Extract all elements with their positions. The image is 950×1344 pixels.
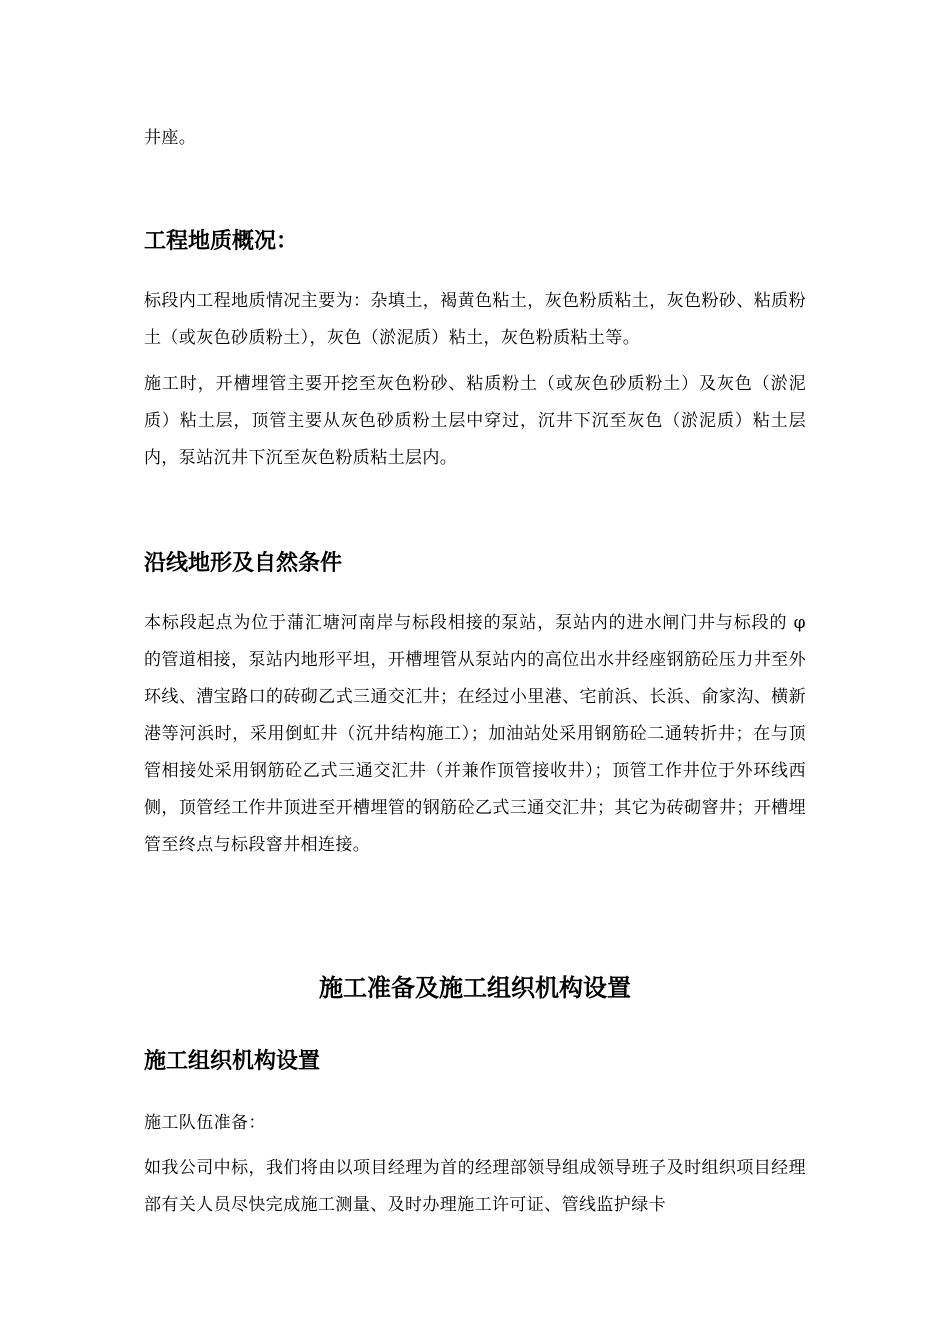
chapter-heading: 施工准备及施工组织机构设置 bbox=[319, 974, 631, 1002]
terrain-paragraph: 本标段起点为位于蒲汇塘河南岸与标段相接的泵站，泵站内的进水闸门井与标段的 φ 的管道相接，泵站内地形平坦，开槽埋管从泵站内的高位出水井经座钢筋砼压力井至外环线、漕宝路口的砖砌乙式三通交汇井；在经过小里港、宅前浜、长浜、俞家沟、横新港等河浜时，采用倒虹井（沉井结构施工）；加油站处采用钢筋砼二通转折井；在与顶管相接处采用钢筋砼乙式三通交汇井（并兼作顶管接收井）；顶管工作井位于外环线西侧，顶管经工作井顶进至开槽埋管的钢筋砼乙式三通交汇井；其它为砖砌窨井；开槽埋管至终点与标段窨井相连接。 bbox=[144, 613, 806, 855]
team-preparation-paragraph: 如我公司中标，我们将由以项目经理为首的经理部领导组成领导班子及时组织项目经理部有关人员尽快完成施工测量、及时办理施工许可证、管线监护绿卡 bbox=[144, 1158, 806, 1215]
team-preparation-label: 施工队伍准备： bbox=[144, 1113, 266, 1133]
section-heading-geology: 工程地质概况： bbox=[144, 229, 299, 254]
geology-paragraph-1: 标段内工程地质情况主要为：杂填土，褐黄色粘土，灰色粉质粘土，灰色粉砂、粘质粉土（或灰色砂质粉土），灰色（淤泥质）粘土，灰色粉质粘土等。 bbox=[144, 291, 806, 348]
continuation-paragraph: 井座。 bbox=[144, 128, 197, 148]
section-heading-organization: 施工组织机构设置 bbox=[144, 1049, 321, 1074]
geology-paragraph-2: 施工时，开槽埋管主要开挖至灰色粉砂、粘质粉土（或灰色砂质粉土）及灰色（淤泥质）粘土层，顶管主要从灰色砂质粉土层中穿过，沉井下沉至灰色（淤泥质）粘土层内，泵站沉井下沉至灰色粉质粘土层内。 bbox=[144, 374, 806, 468]
section-heading-terrain: 沿线地形及自然条件 bbox=[144, 551, 343, 576]
